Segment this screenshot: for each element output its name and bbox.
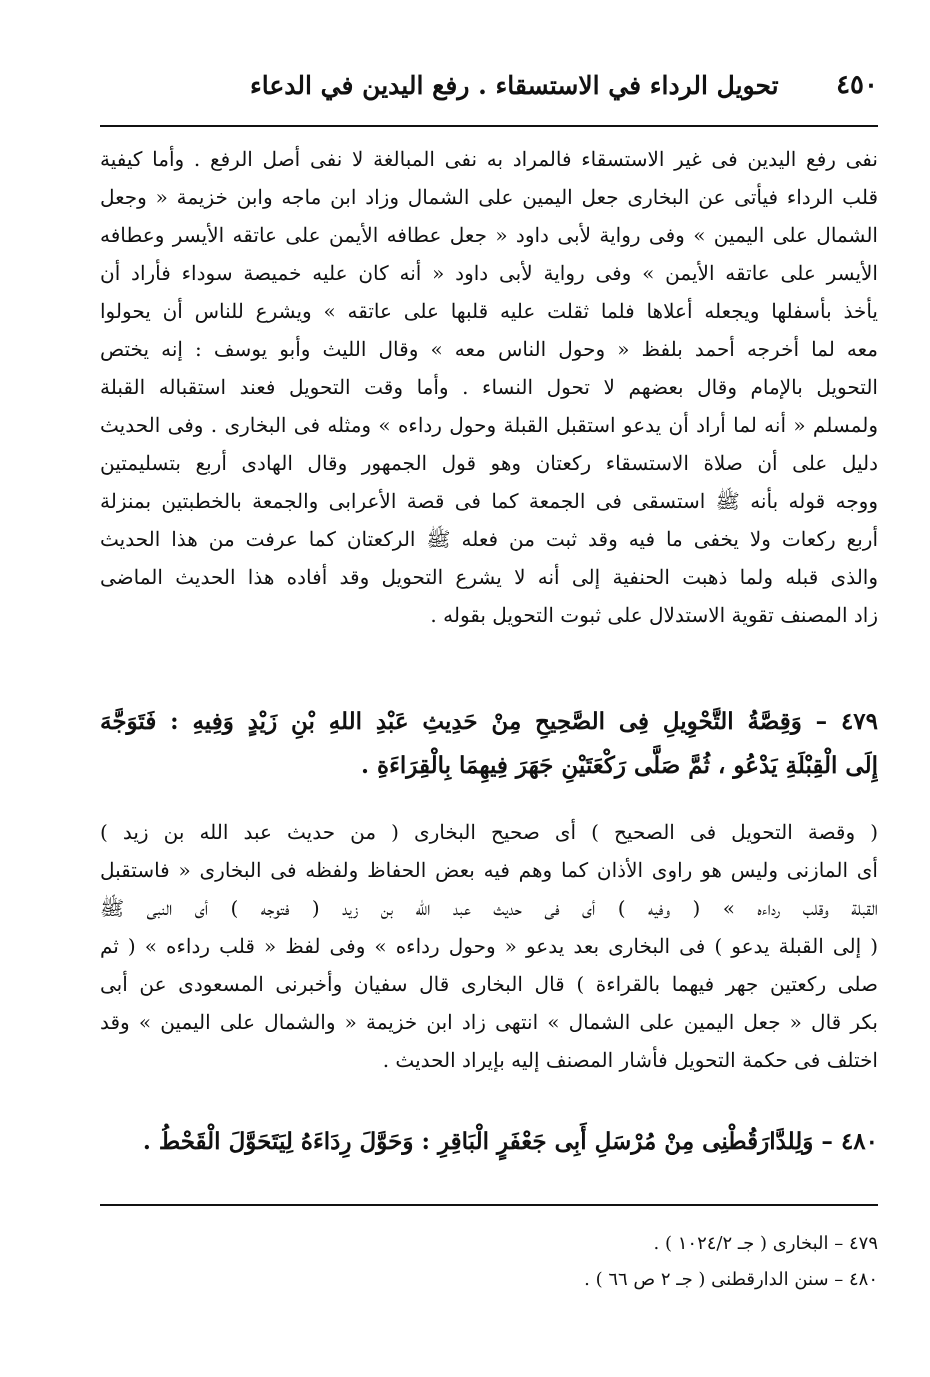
hadith-line: ٤٨٠ – وَلِلدَّارَقُطْنِى مِنْ مُرْسَلِ أَبِى جَعْفَرٍ الْبَاقِرِ : وَحَوَّلَ رِدَاءَهُ لِيَتَحَوَّلَ الْقَحْطُ . [142, 1128, 878, 1155]
text-line: ( إلى القبلة يدعو ) فى البخارى بعد يدعو « وحول رداءه » وفى لفظ « قلب رداءه » ( ثم [100, 934, 878, 958]
text-line: ولمسلم « أنه لما أراد أن يدعو استقبل القبلة وحول رداءه » ومثله فى البخارى . وفى الحديث [100, 413, 878, 437]
text-line: اختلف فى حكمة التحويل فأشار المصنف إليه بإيراد الحديث . [382, 1048, 878, 1072]
text-line: الأيسر على عاتقه الأيمن » وفى رواية لأبى داود « أنه كان عليه خميصة سوداء فأراد أن [100, 261, 878, 285]
text-line: الشمال على اليمين » وفى رواية لأبى داود « جعل عطافه الأيمن على عاتقه الأيسر وعطافه [100, 223, 878, 247]
text-line: أى المازنى وليس هو راوى الأذان كما وهم فيه بعض الحفاظ ولفظه فى البخارى « فاستقبل [100, 858, 878, 882]
text-line: قلب الرداء فيأتى عن البخارى جعل اليمين على الشمال وزاد ابن ماجه وابن خزيمة « وجعل [100, 185, 878, 209]
text-line: معه لما أخرجه أحمد بلفظ « وحول الناس معه » وقال الليث وأبو يوسف : إنه يختص [100, 337, 878, 361]
hadith-480 [100, 1120, 878, 1164]
text-line: يأخذ بأسفلها ويجعله أعلاها فلما ثقلت عليه قلبها على عاتقه » ويشرع للناس أن يحولوا [100, 299, 878, 323]
text-line: والذى قبله ولما ذهبت الحنفية إلى أنه لا يشرع التحويل وقد أفاده هذا الحديث الماضى [100, 565, 878, 589]
text-line: ( وقصة التحويل فى الصحيح ) أى صحيح البخارى ( من حديث عبد الله بن زيد ) [100, 820, 878, 844]
commentary-paragraph-1 [100, 140, 878, 634]
footnote-480: ٤٨٠ – سنن الدارقطنى ( جـ ٢ ص ٦٦ ) . [584, 1269, 878, 1290]
text-line: زاد المصنف تقوية الاستدلال على ثبوت التحويل بقوله . [430, 603, 878, 627]
commentary-paragraph-2 [100, 813, 878, 1079]
text-line: دليل على أن صلاة الاستسقاء ركعتان وهو قول الجمهور وقال الهادى أربع بتسليمتين [100, 451, 878, 475]
running-title: تحويل الرداء في الاستسقاء . رفع اليدين في الدعاء [250, 70, 779, 100]
text-line: بكر قال « جعل اليمين على الشمال » انتهى زاد ابن خزيمة « والشمال على اليمين » وقد [100, 1010, 878, 1034]
hadith-479 [100, 700, 878, 788]
page-header [100, 62, 878, 108]
footnote-479: ٤٧٩ – البخارى ( جـ ١٠٢٤/٢ ) . [653, 1233, 878, 1254]
text-line: نفى رفع اليدين فى غير الاستسقاء فالمراد به نفى المبالغة لا نفى أصل الرفع . وأما كيفية [100, 147, 878, 171]
text-line: أربع ركعات ولا يخفى ما فيه وقد ثبت من فعله ﷺ الركعتان كما عرفت من هذا الحديث [100, 527, 878, 551]
hadith-line: ٤٧٩ – وَقِصَّةُ التَّحْوِيلِ فِى الصَّحِيحِ مِنْ حَدِيثِ عَبْدِ اللهِ بْنِ زَيْدٍ وَفِيهِ : فَتَوَجَّهَ [100, 708, 878, 735]
hadith-line: إِلَى الْقِبْلَةِ يَدْعُو ، ثُمَّ صَلَّى رَكْعَتَيْنِ جَهَرَ فِيهِمَا بِالْقِرَاءَةِ . [361, 752, 878, 779]
footnote-rule [100, 1204, 878, 1206]
text-line: ووجه قوله بأنه ﷺ استسقى فى الجمعة كما فى قصة الأعرابى والجمعة بالخطبتين بمنزلة [100, 489, 878, 513]
text-line: صلى ركعتين جهر فيهما بالقراءة ) قال البخارى قال سفيان وأخبرنى المسعودى عن أبى [100, 972, 878, 996]
text-line: التحويل بالإمام وقال بعضهم لا تحول النساء . وأما وقت التحويل فعند استقباله القبلة [100, 375, 878, 399]
header-rule [100, 125, 878, 127]
page-number: ٤٥٠ [836, 70, 878, 100]
text-line: القبلة وقلب رداءه » ( وفيه ) أى فى حديث عبد الله بن زيد ( فتوجه ) أى النبى ﷺ [100, 896, 878, 920]
